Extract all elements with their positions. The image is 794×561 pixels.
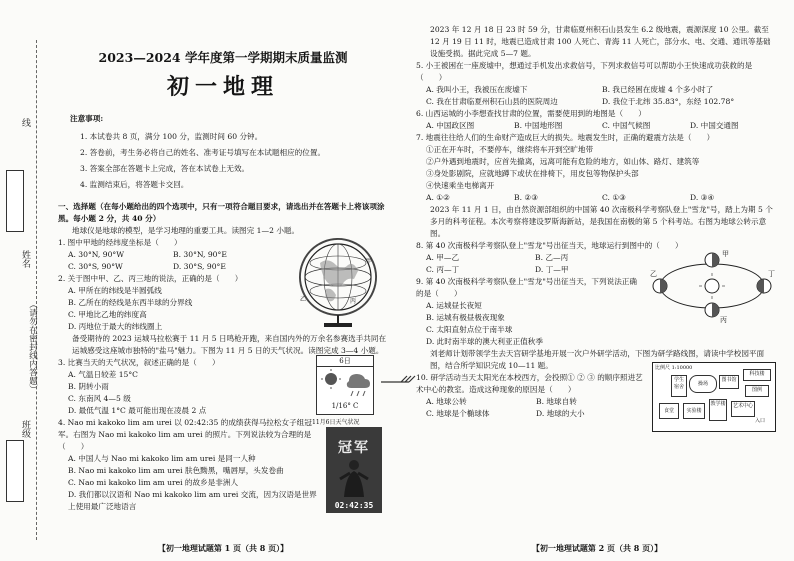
note-item: 3. 答案全部在答题卡上完成，答在本试卷上无效。 — [80, 164, 250, 173]
option[interactable]: B. 中国地形图 — [514, 121, 563, 130]
option[interactable]: B. 我已经困在废墟 4 个多小时了 — [602, 85, 714, 94]
subject-title: 初一地理 — [166, 74, 279, 100]
option[interactable]: D. 30°S, 90°E — [173, 262, 226, 271]
option[interactable]: C. 30°S, 90°W — [68, 262, 123, 271]
question-8: 8. 第 40 次南极科学考察队登上"雪龙"号出征当天，地球运行到图中的（ ） — [416, 241, 683, 250]
option[interactable]: A. 30°N, 90°W — [68, 250, 125, 259]
map-entrance: 入口 — [755, 418, 766, 424]
runner-figure — [326, 457, 382, 497]
option[interactable]: D. 我位于北纬 35.83°，东经 102.78° — [602, 97, 735, 106]
globe-illustration — [290, 233, 388, 331]
map-field: 操场 — [689, 375, 717, 393]
question-6: 6. 山西运城的小李想查找甘肃的位置，需要使用到的地图是（ ） — [416, 109, 646, 118]
option[interactable]: C. 地球是个椭球体 — [426, 409, 490, 418]
note-item: 1. 本试卷共 8 页，满分 100 分，监测时间 60 分钟。 — [80, 132, 263, 141]
question-3: 3. 比赛当天的天气状况，叙述正确的是（ ） — [58, 358, 220, 367]
option[interactable]: A. 运城昼长夜短 — [426, 301, 482, 310]
question-2: 2. 关于图中甲、乙、丙三地的说法，正确的是（ ） — [58, 274, 243, 283]
map-legend: 图例 — [745, 385, 769, 397]
option[interactable]: C. Nao mi kakoko lim am urei 的故乡是非洲人 — [68, 478, 239, 487]
option[interactable]: B. ②③ — [514, 193, 539, 202]
map-dorm: 学生宿舍 — [671, 375, 687, 397]
campus-map — [652, 362, 776, 432]
question-5: 5. 小王被困在一座废墟中，想通过手机发出求救信号，下列求救信号可以帮助小王快速成功获救的是（ ） — [416, 61, 753, 82]
option[interactable]: D. 我们都以汉语和 Nao mi kakoko lim am urei 交流，因为汉语是世界上使用最广泛地语言 — [68, 490, 317, 511]
option[interactable]: C. 太阳直射点位于南半球 — [426, 325, 513, 334]
question-7: 7. 地震往往给人们的生命财产造成巨大的损失。地震发生时，正确的避震方法是（ ） — [416, 133, 715, 142]
weather-temp: 1/16° C — [331, 402, 359, 410]
intro-10-11: 刘老师计划带领学生去天宫研学基地开展一次户外研学活动，下图为研学路线图，请读中学校园平面图，结合所学知识完成 10—11 题。 — [430, 349, 765, 370]
option[interactable]: D. 丙地位于最大的纬线圈上 — [68, 322, 163, 331]
weather-date: 6日 — [317, 356, 373, 367]
option[interactable]: D. ③④ — [690, 193, 715, 202]
orbit-diagram — [648, 244, 776, 324]
option[interactable]: B. Nao mi kakoko lim am urei 肤色黝黑，嘴唇厚，头发卷曲 — [68, 466, 284, 475]
option[interactable]: A. 我叫小王，我被压在废墟下 — [426, 85, 528, 94]
name-field[interactable] — [6, 170, 24, 232]
option[interactable]: A. 气温日较差 15°C — [68, 370, 138, 379]
orbit-label: 丙 — [720, 316, 727, 324]
seal-notice: （请勿在密封线内答题） — [27, 300, 38, 394]
binding-margin — [0, 0, 46, 561]
option[interactable]: C. 我在甘肃临夏州积石山县的医院周边 — [426, 97, 558, 106]
option[interactable]: D. 地球的大小 — [536, 409, 585, 418]
intro-5-7: 2023 年 12 月 18 日 23 时 59 分，甘肃临夏州积石山县发生 6.2 级地震，震源深度 10 公里。截至 12 月 19 日 11 时，地震已造成甘肃 100 人死亡、青海 11 人死亡，部分水、电、交通、通讯等基础设施受损。据此完成 5—7 题。 — [430, 25, 772, 58]
champion-photo — [326, 427, 382, 513]
note-item: 2. 答卷前，考生务必将自己的姓名、准考证号填写在本试题相应的位置。 — [80, 148, 326, 157]
map-tech: 科技楼 — [743, 369, 771, 381]
map-teaching: 教学楼 — [709, 399, 727, 421]
orbit-label: 丁 — [768, 270, 775, 278]
notes-heading: 注意事项: — [70, 114, 104, 123]
option[interactable]: B. 运城有极昼极夜现象 — [426, 313, 505, 322]
option[interactable]: A. ①② — [426, 193, 450, 202]
option[interactable]: D. 最低气温 1°C 最可能出现在凌晨 2 点 — [68, 406, 207, 415]
statement: ③身处影剧院，应就地蹲下或伏在排椅下，用皮包等物保护头部 — [426, 169, 639, 178]
option[interactable]: D. 丁—甲 — [535, 265, 569, 274]
svg-text:甲: 甲 — [366, 258, 373, 265]
orbit-label: 甲 — [722, 250, 729, 258]
option[interactable]: A. 甲—乙 — [426, 253, 460, 262]
page-1 — [58, 24, 388, 554]
question-4: 4. Nao mi kakoko lim am urei 以 02:42:35 的成绩获得马拉松女子组冠军。右图为 Nao mi kakoko lim am urei 的照片。下列说法较为合理的是（ ） — [58, 418, 312, 451]
photo-time: 02:42:35 — [334, 501, 374, 510]
notes-block — [70, 113, 388, 193]
page-2-footer: 【初一地理试题第 2 页（共 8 页）】 — [531, 543, 663, 553]
option[interactable]: D. 中国交通图 — [690, 121, 739, 130]
option[interactable]: A. 地球公转 — [426, 397, 467, 406]
statement: ②户外遇到地震时，应首先撤离，远离可能有危险的地方，如山体、路灯、建筑等 — [426, 157, 700, 166]
option[interactable]: B. 阴转小雨 — [68, 382, 109, 391]
option[interactable]: D. 此时南半球的澳大利亚正值秋季 — [426, 337, 543, 346]
map-art: 艺术中心 — [731, 401, 755, 417]
option[interactable]: A. 中国人与 Nao mi kakoko lim am urei 是同一人种 — [68, 454, 256, 463]
map-scale: 比例尺 1:10000 — [655, 365, 693, 371]
wind-icon — [379, 372, 419, 392]
orbit-label: 乙 — [650, 270, 657, 278]
svg-text:乙: 乙 — [300, 296, 307, 303]
page-1-footer: 【初一地理试题第 1 页（共 8 页）】 — [157, 543, 289, 553]
option[interactable]: C. 丙—丁 — [426, 265, 460, 274]
question-10: 10. 研学活动当天太阳光在本校西方，会投照① ② ③ 的顺序照进艺术中心的教室。造成这种现象的原因是（ ） — [416, 373, 643, 394]
statement: ①正在开车时，不要停车，继续将车开到空旷地带 — [426, 145, 594, 154]
weather-caption: 11月6日天气状况 — [312, 419, 360, 426]
option[interactable]: A. 中国政区图 — [426, 121, 475, 130]
intro-3-4: 备受期待的 2023 运城马拉松赛于 11 月 5 日鸣枪开跑，来自国内外的万余名参赛选手共同在运城感受这座城市独特的"盐马"魅力。下图为 11 月 5 日的天气状况。读图完成 3—4 小题。 — [72, 334, 387, 355]
option[interactable]: B. 30°N, 90°E — [173, 250, 227, 259]
class-label: 班级 — [20, 420, 30, 438]
option[interactable]: B. 乙所在的经线是东西半球的分界线 — [68, 298, 193, 307]
section-heading: 一、选择题（在每小题给出的四个选项中，只有一项符合题目要求，请选出并在答题卡上将该项涂黑。每小题 2 分，共 40 分） — [58, 202, 385, 223]
weather-panel — [316, 355, 374, 415]
class-field[interactable] — [6, 440, 24, 502]
exam-title: 2023—2024 学年度第一学期期末质量监测 — [98, 50, 348, 65]
option[interactable]: C. 东南风 4—5 级 — [68, 394, 131, 403]
map-canteen: 食堂 — [659, 403, 679, 419]
note-item: 4. 监测结束后，将答题卡交回。 — [80, 180, 189, 189]
option[interactable]: C. 甲地比乙地的纬度高 — [68, 310, 147, 319]
statement: ④快速乘坐电梯离开 — [426, 181, 495, 190]
name-label: 姓名 — [20, 250, 30, 268]
map-lab: 实验楼 — [683, 403, 705, 419]
question-1: 1. 图中甲地的经纬度坐标是（ ） — [58, 238, 182, 247]
option[interactable]: C. ①③ — [602, 193, 626, 202]
intro-8-9: 2023 年 11 月 1 日，由自然资源部组织的中国第 40 次南极科学考察队登上"雪龙"号，踏上为期 5 个多月的科考征程。本次考察将建设罗斯海新站，是我国在南极的第 5 个科考站。右图为地球公转示意图。 — [430, 205, 773, 238]
seal-line — [36, 40, 37, 540]
svg-text:丙: 丙 — [350, 298, 357, 305]
photo-title: 冠军 — [338, 440, 370, 456]
intro-1-2: 地球仪是地球的模型，是学习地理的重要工具。读图完 1—2 小题。 — [72, 226, 300, 235]
weather-icons — [317, 367, 373, 397]
option[interactable]: B. 乙—丙 — [535, 253, 569, 262]
option[interactable]: A. 甲所在的纬线是半圆弧线 — [68, 286, 162, 295]
page-2 — [416, 24, 778, 554]
question-9: 9. 第 40 次南极科学考察队登上"雪龙"号出征当天，下列说法正确的是（ ） — [416, 277, 637, 298]
map-library: 图书馆 — [719, 375, 739, 389]
option[interactable]: C. 中国气候图 — [602, 121, 651, 130]
option[interactable]: B. 地球自转 — [536, 397, 577, 406]
seal-line-label: 线 — [20, 118, 30, 127]
